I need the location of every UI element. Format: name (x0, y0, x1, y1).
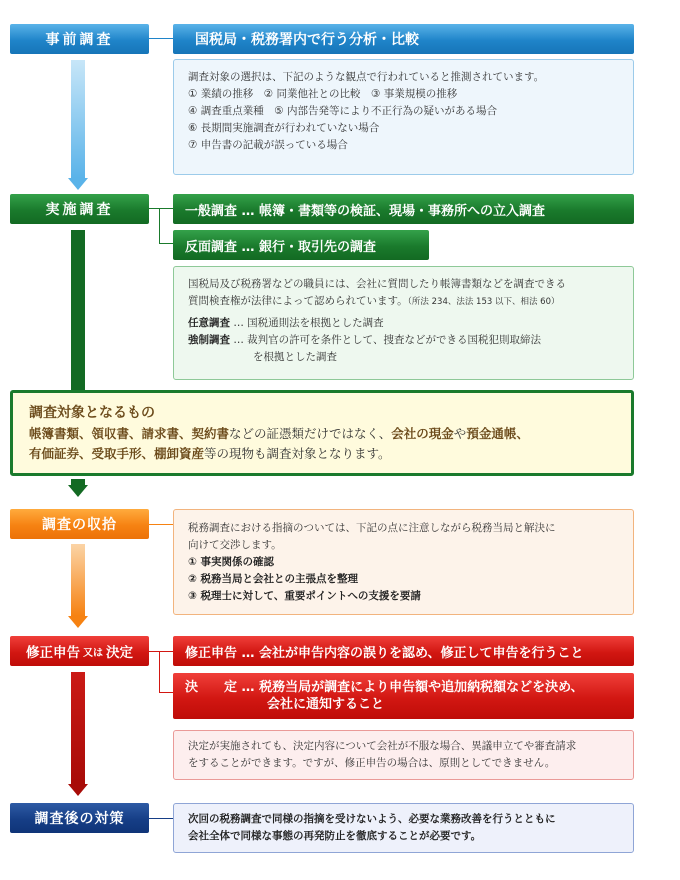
panel-prevention (173, 803, 634, 853)
targets-title: 調査対象となるもの (29, 405, 155, 421)
law-reference: （所法 234、法法 153 以下、相法 60） (407, 297, 560, 307)
panel-selection-criteria (173, 59, 634, 175)
targets-highlight: 有価証券、受取手形、棚卸資産 (29, 446, 205, 461)
selection-intro: 調査対象の選択は、下記のような観点で行われていると推測されています。 (188, 71, 545, 83)
bar-decision (173, 673, 634, 719)
arrow-down-icon (68, 178, 88, 190)
arrow-shaft-orange (71, 544, 85, 616)
stage-settlement: 調査の収拾 (10, 509, 149, 539)
arrow-down-icon (68, 485, 88, 497)
stage-pre-investigation: 事前調査 (10, 24, 149, 54)
arrow-shaft-red (71, 672, 85, 784)
stage-or-label: 又は (83, 647, 103, 659)
voluntary-investigation-term: 任意調査 (188, 317, 230, 329)
targets-text: 等の現物も調査対象となります。 (204, 446, 391, 461)
panel-appeal-note (173, 730, 634, 780)
negotiation-point: ③ 税理士に対して、重要ポイントへの支援を要請 (188, 590, 421, 602)
bar-internal-analysis: 国税局・税務署内で行う分析・比較 (173, 24, 634, 54)
prevention-text: 会社全体で同様な事態の再発防止を徹底することが必要です。 (188, 830, 482, 842)
rights-text: 国税局及び税務署などの職員には、会社に質問したり帳簿書類などを調査できる (188, 278, 566, 290)
panel-inspection-rights (173, 266, 634, 380)
connector-line (159, 651, 173, 693)
bar-general-investigation: 一般調査 … 帳簿・書類等の検証、現場・事務所への立入調査 (173, 194, 634, 224)
arrow-down-icon (68, 784, 88, 796)
box-investigation-targets (10, 390, 634, 476)
arrow-shaft-green (71, 230, 85, 390)
compulsory-investigation-desc: を根拠とした調査 (253, 351, 337, 363)
appeal-text: 決定が実施されても、決定内容について会社が不服な場合、異議申立てや審査請求 (188, 740, 577, 752)
targets-highlight: 預金通帳、 (466, 426, 529, 441)
negotiation-text: 向けて交渉します。 (188, 539, 282, 551)
voluntary-investigation-desc: … 国税通則法を根拠とした調査 (230, 317, 384, 329)
targets-highlight: 帳簿書類、領収書、請求書、契約書 (29, 426, 230, 441)
compulsory-investigation-desc: … 裁判官の許可を条件として、捜査などができる国税犯則取締法 (230, 334, 541, 346)
targets-text: や (453, 426, 467, 441)
stage-amendment-or-decision (10, 636, 149, 666)
connector-line (159, 208, 173, 244)
decision-term: 決 定 (185, 680, 238, 695)
criteria-line: ⑦ 申告書の記載が誤っている場合 (188, 139, 348, 151)
negotiation-point: ② 税務当局と会社との主張点を整理 (188, 573, 359, 585)
criteria-line: ④ 調査重点業種 ⑤ 内部告発等により不正行為の疑いがある場合 (188, 105, 498, 117)
compulsory-investigation-term: 強制調査 (188, 334, 230, 346)
decision-desc: … 税務当局が調査により申告額や追加納税額などを決め、 (237, 680, 584, 695)
decision-desc: 会社に通知すること (267, 697, 385, 712)
negotiation-point: ① 事実関係の確認 (188, 556, 275, 568)
stage-field-investigation: 実施調査 (10, 194, 149, 224)
stage-post-investigation: 調査後の対策 (10, 803, 149, 833)
arrow-down-icon (68, 616, 88, 628)
bar-amended-return: 修正申告 … 会社が申告内容の誤りを認め、修正して申告を行うこと (173, 636, 634, 666)
negotiation-text: 税務調査における指摘のついては、下記の点に注意しながら税務当局と解決に (188, 522, 556, 534)
connector-line (149, 38, 173, 39)
stage-amendment-label: 修正申告 (26, 645, 80, 661)
bar-counterpart-investigation: 反面調査 … 銀行・取引先の調査 (173, 230, 429, 260)
targets-highlight: 会社の現金 (391, 426, 454, 441)
stage-decision-label: 決定 (106, 645, 133, 661)
connector-line (149, 524, 173, 525)
connector-line (149, 818, 173, 819)
prevention-text: 次回の税務調査で同様の指摘を受けないよう、必要な業務改善を行うとともに (188, 813, 556, 825)
targets-text: などの証憑類だけではなく、 (229, 426, 392, 441)
criteria-line: ⑥ 長期間実施調査が行われていない場合 (188, 122, 380, 134)
rights-text: 質問検査権が法律によって認められています。 (188, 295, 408, 307)
appeal-text: をすることができます。ですが、修正申告の場合は、原則としてできません。 (188, 757, 556, 769)
arrow-shaft-blue (71, 60, 85, 178)
panel-negotiation (173, 509, 634, 615)
criteria-line: ① 業績の推移 ② 同業他社との比較 ③ 事業規模の推移 (188, 88, 458, 100)
